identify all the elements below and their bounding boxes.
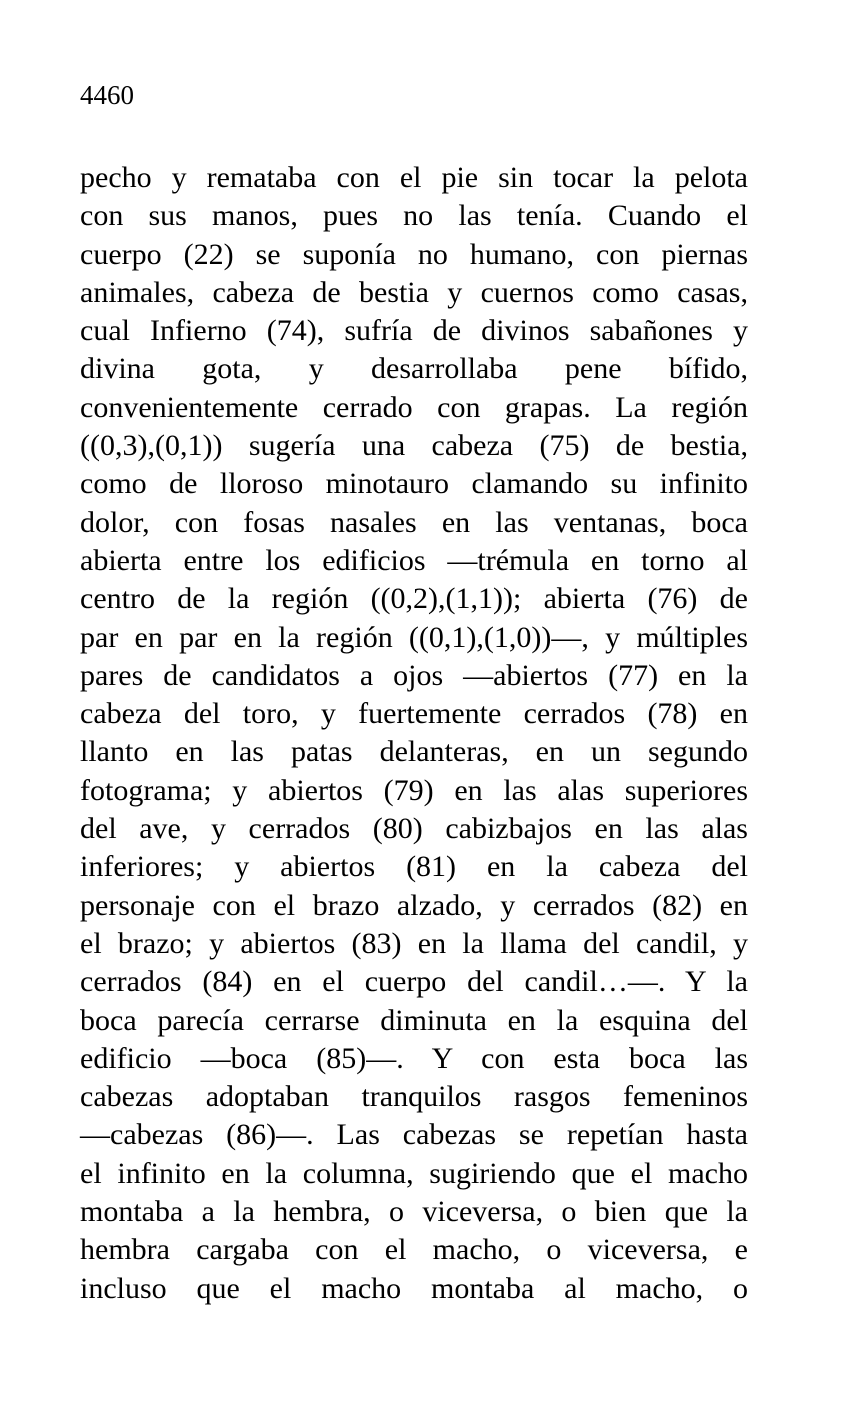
text-line-21: el brazo; y abiertos (83) en la llama del candil, y [80, 926, 748, 960]
body-text [80, 159, 748, 1308]
text-line-9: como de lloroso minotauro clamando su infinito [80, 467, 748, 501]
text-line-13: par en par en la región ((0,1),(1,0))—, y múltiples [80, 620, 748, 654]
text-line-2: con sus manos, pues no las tenía. Cuando el [80, 199, 748, 233]
text-line-1: pecho y remataba con el pie sin tocar la pelota [80, 161, 748, 194]
text-line-8: ((0,3),(0,1)) sugería una cabeza (75) de bestia, [80, 429, 748, 463]
text-line-17: fotograma; y abiertos (79) en las alas superiores [80, 773, 748, 807]
text-line-23: boca parecía cerrarse diminuta en la esquina del [80, 1003, 748, 1037]
text-line-11: abierta entre los edificios —trémula en torno al [80, 543, 748, 577]
text-line-30: incluso que el macho montaba al macho, o [80, 1271, 748, 1305]
text-line-28: montaba a la hembra, o viceversa, o bien que la [80, 1195, 748, 1229]
text-line-10: dolor, con fosas nasales en las ventanas, boca [80, 505, 748, 539]
text-line-22: cerrados (84) en el cuerpo del candil…—. Y la [80, 965, 748, 999]
text-line-25: cabezas adoptaban tranquilos rasgos femeninos [80, 1080, 748, 1114]
text-line-6: divina gota, y desarrollaba pene bífido, [80, 352, 748, 386]
text-line-24: edificio —boca (85)—. Y con esta boca las [80, 1041, 748, 1075]
text-line-4: animales, cabeza de bestia y cuernos como casas, [80, 275, 748, 309]
page-number: 4460 [80, 80, 134, 110]
text-line-15: cabeza del toro, y fuertemente cerrados (78) en [80, 697, 748, 731]
text-line-18: del ave, y cerrados (80) cabizbajos en las alas [80, 812, 748, 846]
text-line-7: convenientemente cerrado con grapas. La región [80, 390, 748, 424]
text-line-26: —cabezas (86)—. Las cabezas se repetían hasta [80, 1118, 748, 1152]
text-line-12: centro de la región ((0,2),(1,1)); abierta (76) de [80, 582, 748, 616]
text-line-16: llanto en las patas delanteras, en un segundo [80, 735, 748, 769]
text-line-5: cual Infierno (74), sufría de divinos sabañones y [80, 314, 748, 348]
text-line-3: cuerpo (22) se suponía no humano, con piernas [80, 237, 748, 271]
text-line-19: inferiores; y abiertos (81) en la cabeza del [80, 850, 748, 884]
text-line-14: pares de candidatos a ojos —abiertos (77) en la [80, 658, 748, 692]
text-line-27: el infinito en la columna, sugiriendo que el macho [80, 1156, 748, 1190]
text-line-29: hembra cargaba con el macho, o viceversa, e [80, 1233, 748, 1267]
text-line-20: personaje con el brazo alzado, y cerrados (82) en [80, 888, 748, 922]
